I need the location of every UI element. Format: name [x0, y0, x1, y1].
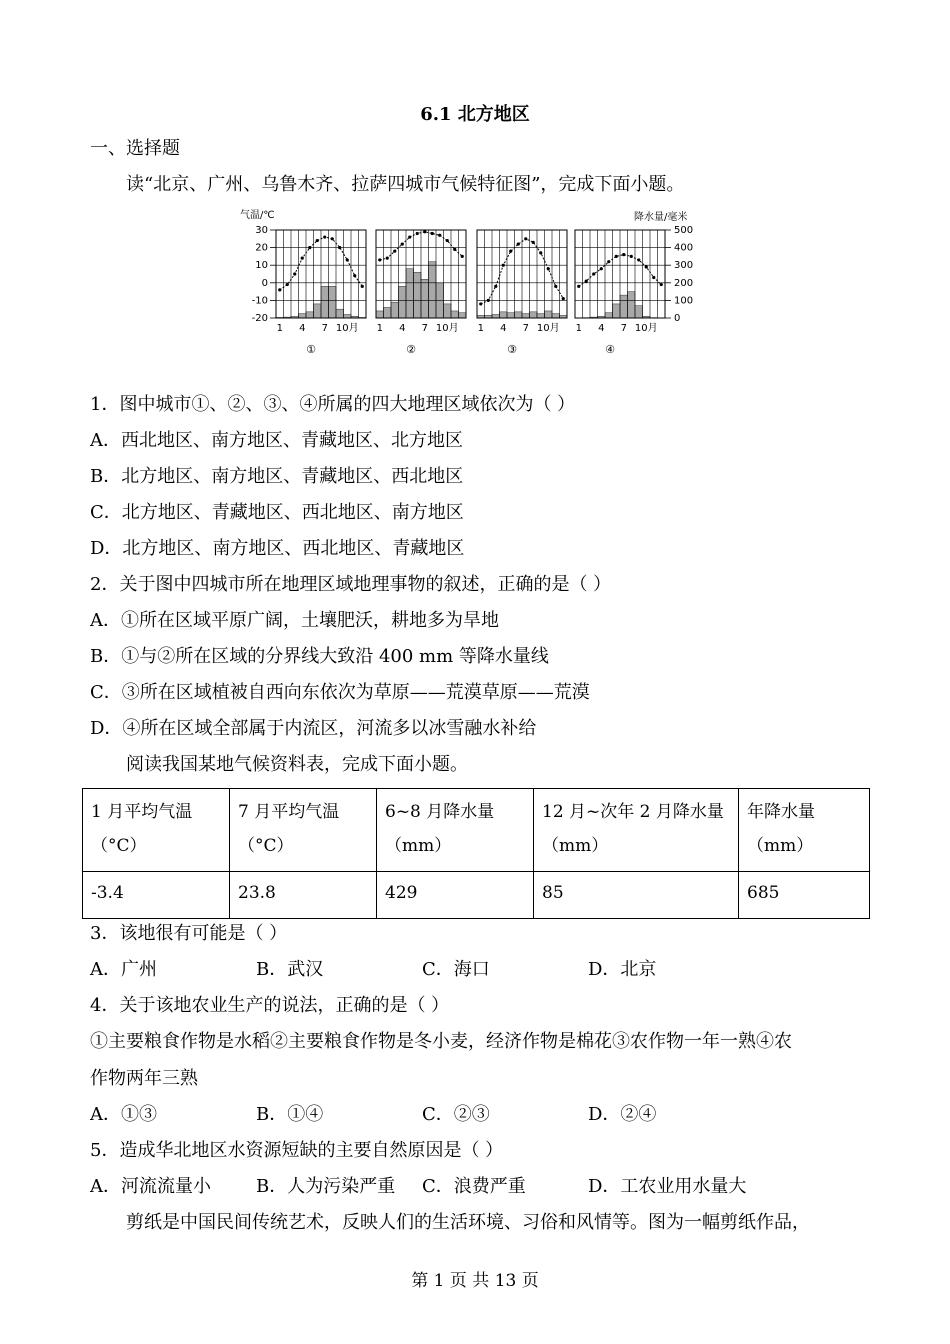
x-tick-label: 4 — [598, 323, 605, 334]
q4-option: C．②③ — [422, 1104, 490, 1125]
temperature-point — [431, 232, 434, 235]
precipitation-bar — [515, 312, 523, 318]
table-header-cell: 7 月平均气温 （°C） — [230, 789, 377, 872]
precipitation-bar — [344, 314, 352, 318]
x-tick-label: 7 — [522, 323, 529, 334]
table-cell: 85 — [534, 872, 739, 919]
q1-option-a: A．西北地区、南方地区、青藏地区、北方地区 — [90, 430, 463, 451]
q4-option: B．①④ — [256, 1104, 324, 1125]
question-1: 1．图中城市①、②、③、④所属的四大地理区域依次为（ ） — [90, 394, 576, 415]
temperature-point — [487, 299, 490, 302]
temperature-point — [622, 253, 625, 256]
precipitation-bar — [306, 312, 314, 318]
precipitation-bar — [522, 314, 530, 318]
q5-option: C．浪费严重 — [422, 1176, 526, 1197]
precipitation-bar — [421, 279, 429, 318]
precipitation-bar — [376, 311, 384, 318]
temperature-tick-label: 30 — [255, 225, 268, 236]
q3-option: D．北京 — [588, 959, 657, 980]
precipitation-bar — [552, 314, 560, 318]
temperature-point — [378, 258, 381, 261]
temperature-point — [423, 230, 426, 233]
temperature-point — [554, 285, 557, 288]
temperature-point — [479, 302, 482, 305]
q5-option: B．人为污染严重 — [256, 1176, 396, 1197]
intro-text-2: 阅读我国某地气候资料表，完成下面小题。 — [126, 754, 468, 775]
temperature-tick-label: -20 — [251, 313, 268, 324]
q2-option-c: C．③所在区域植被自西向东依次为草原——荒漠草原——荒漠 — [90, 682, 590, 703]
temperature-point — [386, 257, 389, 260]
table-header-cell: 12 月~次年 2 月降水量 （mm） — [534, 789, 739, 872]
temperature-point — [600, 267, 603, 270]
precipitation-tick-label: 0 — [674, 313, 681, 324]
table-header-cell: 6~8 月降水量 （mm） — [377, 789, 534, 872]
temperature-point — [577, 285, 580, 288]
q2-option-b: B．①与②所在区域的分界线大致沿 400 mm 等降水量线 — [90, 646, 549, 667]
temperature-point — [361, 285, 364, 288]
q5-options — [90, 1175, 746, 1199]
temperature-point — [547, 267, 550, 270]
intro-text-3: 剪纸是中国民间传统艺术，反映人们的生活环境、习俗和风情等。图为一幅剪纸作品， — [126, 1212, 810, 1233]
x-tick-label: 7 — [620, 323, 627, 334]
temperature-point — [393, 250, 396, 253]
temperature-point — [652, 276, 655, 279]
temperature-point — [301, 257, 304, 260]
x-tick-label: 4 — [500, 323, 507, 334]
climate-chart — [236, 205, 706, 365]
page-footer: 第 1 页 共 13 页 — [411, 1271, 539, 1291]
temperature-point — [502, 264, 505, 267]
precipitation-bar — [492, 314, 500, 318]
temperature-point — [630, 255, 633, 258]
temperature-point — [353, 274, 356, 277]
table-cell: 685 — [739, 872, 870, 919]
temperature-point — [293, 272, 296, 275]
precipitation-bar — [429, 262, 437, 318]
precipitation-bar — [414, 272, 422, 318]
x-tick-label: 1 — [276, 323, 283, 334]
precipitation-bar — [507, 313, 515, 318]
q1-option-b: B．北方地区、南方地区、青藏地区、西北地区 — [90, 466, 464, 487]
x-tick-label: 10月 — [634, 323, 658, 334]
temperature-point — [308, 246, 311, 249]
precipitation-bar — [605, 313, 613, 318]
temperature-point — [453, 248, 456, 251]
q1-option-d: D．北方地区、南方地区、西北地区、青藏地区 — [90, 538, 465, 559]
temperature-point — [615, 255, 618, 258]
temperature-tick-label: -10 — [251, 295, 268, 307]
q4-statement-line-2: 作物两年三熟 — [90, 1068, 198, 1089]
question-4: 4．关于该地农业生产的说法，正确的是（ ） — [90, 995, 450, 1016]
q5-option: A．河流流量小 — [90, 1176, 211, 1197]
precipitation-bar — [628, 292, 636, 318]
precipitation-tick-label: 200 — [674, 277, 694, 289]
intro-text: 读“北京、广州、乌鲁木齐、拉萨四城市气候特征图”，完成下面小题。 — [126, 174, 685, 195]
temperature-point — [408, 235, 411, 238]
temperature-point — [278, 288, 281, 291]
q2-option-a: A．①所在区域平原广阔，土壤肥沃，耕地多为旱地 — [90, 610, 499, 631]
x-tick-label: 1 — [376, 323, 383, 334]
precipitation-axis-title: 降水量/毫米 — [634, 212, 688, 223]
x-tick-label: 4 — [299, 323, 306, 334]
precipitation-bar — [399, 286, 407, 318]
temperature-point — [524, 237, 527, 240]
precipitation-bar — [537, 314, 545, 318]
temperature-point — [338, 246, 341, 249]
table-header-cell: 年降水量 （mm） — [739, 789, 870, 872]
precipitation-tick-label: 400 — [674, 242, 694, 254]
x-tick-label: 7 — [421, 323, 428, 334]
temperature-point — [286, 283, 289, 286]
q2-option-d: D．④所在区域全部属于内流区，河流多以冰雪融水补给 — [90, 718, 537, 739]
precipitation-bar — [459, 313, 467, 318]
precipitation-bar — [336, 309, 344, 318]
q5-option: D．工农业用水量大 — [588, 1176, 747, 1197]
temperature-point — [316, 239, 319, 242]
question-3: 3．该地很有可能是（ ） — [90, 923, 288, 944]
precipitation-bar — [444, 304, 452, 318]
q4-option: D．②④ — [588, 1104, 657, 1125]
q1-option-c: C．北方地区、青藏地区、西北地区、南方地区 — [90, 502, 464, 523]
precipitation-tick-label: 100 — [674, 295, 694, 307]
q3-option: C．海口 — [422, 959, 490, 980]
question-5: 5．造成华北地区水资源短缺的主要自然原因是（ ） — [90, 1140, 504, 1161]
temperature-point — [331, 237, 334, 240]
temperature-tick-label: 10 — [255, 260, 268, 272]
x-tick-label: 10月 — [435, 323, 459, 334]
chart-panel-label: ③ — [507, 343, 517, 356]
table-cell: 23.8 — [230, 872, 377, 919]
climate-data-table — [82, 788, 870, 919]
precipitation-bar — [613, 304, 621, 318]
temperature-point — [416, 232, 419, 235]
temperature-point — [346, 258, 349, 261]
chart-panel-label: ④ — [605, 343, 615, 356]
precipitation-bar — [545, 311, 553, 318]
precipitation-bar — [384, 307, 392, 318]
temperature-tick-label: 20 — [255, 242, 268, 254]
precipitation-bar — [406, 269, 414, 318]
precipitation-tick-label: 300 — [674, 260, 694, 272]
q4-statement-line-1: ①主要粮食作物是水稻②主要粮食作物是冬小麦，经济作物是棉花③农作物一年一熟④农 — [90, 1031, 792, 1052]
x-tick-label: 1 — [477, 323, 484, 334]
chart-panel-label: ① — [306, 343, 316, 356]
x-tick-label: 4 — [399, 323, 406, 334]
temperature-axis-title: 气温/℃ — [240, 210, 275, 221]
chart-panel-label: ② — [406, 343, 416, 356]
temperature-point — [592, 272, 595, 275]
temperature-point — [438, 234, 441, 237]
precipitation-bar — [530, 312, 538, 318]
temperature-point — [585, 279, 588, 282]
temperature-point — [509, 250, 512, 253]
table-cell: 429 — [377, 872, 534, 919]
x-tick-label: 10月 — [536, 323, 560, 334]
question-2: 2．关于图中四城市所在地理区域地理事物的叙述，正确的是（ ） — [90, 574, 612, 595]
precipitation-bar — [329, 286, 337, 318]
temperature-point — [446, 239, 449, 242]
x-tick-label: 10月 — [335, 323, 359, 334]
q4-option: A．①③ — [90, 1104, 157, 1125]
temperature-point — [660, 283, 663, 286]
x-tick-label: 1 — [575, 323, 582, 334]
q4-options — [90, 1103, 656, 1127]
q3-option: A．广州 — [90, 959, 157, 980]
table-header-cell: 1 月平均气温 （°C） — [83, 789, 230, 872]
q3-option: B．武汉 — [256, 959, 324, 980]
precipitation-tick-label: 500 — [674, 225, 694, 236]
temperature-point — [637, 258, 640, 261]
temperature-tick-label: 0 — [261, 277, 268, 289]
temperature-point — [401, 242, 404, 245]
page-title: 6.1 北方地区 — [420, 104, 530, 125]
precipitation-bar — [451, 311, 459, 318]
section-heading: 一、选择题 — [90, 138, 180, 159]
precipitation-bar — [391, 302, 399, 318]
temperature-point — [562, 297, 565, 300]
temperature-point — [532, 241, 535, 244]
x-tick-label: 7 — [321, 323, 328, 334]
temperature-point — [645, 265, 648, 268]
temperature-point — [323, 235, 326, 238]
precipitation-bar — [321, 286, 329, 318]
q3-options — [90, 958, 656, 982]
precipitation-bar — [620, 295, 628, 318]
precipitation-bar — [314, 304, 322, 318]
temperature-point — [494, 285, 497, 288]
temperature-point — [539, 251, 542, 254]
precipitation-bar — [635, 306, 643, 318]
temperature-point — [607, 260, 610, 263]
table-cell: -3.4 — [83, 872, 230, 919]
precipitation-bar — [299, 314, 307, 318]
temperature-point — [517, 242, 520, 245]
temperature-point — [461, 255, 464, 258]
precipitation-bar — [500, 312, 508, 318]
